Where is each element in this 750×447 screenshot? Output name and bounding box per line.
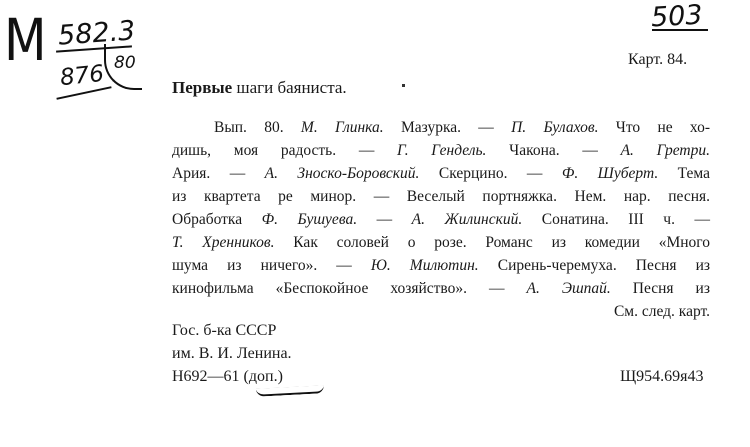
body-line bbox=[172, 256, 710, 275]
library-line-1: Гос. б-ка СССР bbox=[172, 322, 277, 339]
handwritten-number: 876 bbox=[58, 60, 106, 92]
corner-number-underline bbox=[652, 29, 708, 31]
composer-name: А. Жилинский. bbox=[411, 211, 523, 228]
library-line-3: Н692—61 (доп.) bbox=[172, 368, 283, 385]
library-line-2: им. В. И. Ленина. bbox=[172, 345, 292, 362]
composer-name: Ф. Бушуева. bbox=[261, 211, 358, 228]
body-text: — bbox=[357, 211, 412, 228]
handwritten-shelf-mark: 582.3 bbox=[57, 15, 137, 52]
body-text: Сирень-черемуха. Песня из bbox=[478, 257, 711, 274]
body-text: Вып. 80. bbox=[214, 119, 301, 136]
body-text: дишь, моя радость. — bbox=[172, 142, 398, 159]
body-text: Ария. — bbox=[172, 165, 265, 182]
body-text: Обработка bbox=[172, 211, 262, 228]
body-text: Сонатина. III ч. — bbox=[522, 211, 711, 228]
handwritten-underline bbox=[256, 385, 324, 397]
body-line bbox=[172, 187, 710, 206]
body-text: Что не хо- bbox=[598, 119, 711, 136]
body-line bbox=[172, 233, 710, 252]
composer-name: П. Булахов. bbox=[511, 119, 599, 136]
composer-name: М. Глинка. bbox=[300, 119, 384, 136]
ink-speck bbox=[402, 84, 405, 87]
body-line bbox=[172, 302, 710, 321]
title-rest: шаги баяниста. bbox=[232, 78, 347, 97]
body-text: Чакона. — bbox=[486, 142, 621, 159]
composer-name: Ю. Милютин. bbox=[370, 257, 479, 274]
body-text: из квартета ре минор. — Веселый портняжка. Нем. нар. песня. bbox=[172, 188, 710, 205]
composer-name: А. Зноско-Боровский. bbox=[264, 165, 420, 182]
handwritten-corner-number: 503 bbox=[650, 0, 704, 34]
composer-name: Т. Хренников. bbox=[172, 234, 275, 251]
body-text: См. след. карт. bbox=[613, 303, 710, 320]
composer-name: Ф. Шуберт. bbox=[561, 165, 659, 182]
body-line bbox=[172, 210, 710, 229]
body-line bbox=[172, 279, 710, 298]
body-text: Скерцино. — bbox=[419, 165, 562, 182]
body-text: Песня из bbox=[610, 280, 710, 297]
body-text: кинофильма «Беспокойное хозяйство». — bbox=[172, 280, 527, 297]
body-text: Тема bbox=[658, 165, 710, 182]
composer-name: А. Эшпай. bbox=[526, 280, 611, 297]
card-number: Карт. 84. bbox=[628, 51, 688, 68]
body-line bbox=[172, 141, 710, 160]
composer-name: А. Гретри. bbox=[620, 142, 710, 159]
handwritten-letter: М bbox=[4, 6, 45, 74]
classification-code: Щ954.69я43 bbox=[620, 368, 704, 385]
body-text: Мазурка. — bbox=[383, 119, 512, 136]
body-text: шума из ничего». — bbox=[172, 257, 371, 274]
handwritten-superscript: 80 bbox=[114, 53, 136, 73]
body-line bbox=[214, 118, 710, 137]
composer-name: Г. Гендель. bbox=[397, 142, 487, 159]
card-title bbox=[172, 78, 347, 98]
body-line bbox=[172, 164, 710, 183]
body-text: Как соловей о розе. Романс из комедии «Много bbox=[274, 234, 710, 251]
title-bold: Первые bbox=[172, 78, 233, 97]
